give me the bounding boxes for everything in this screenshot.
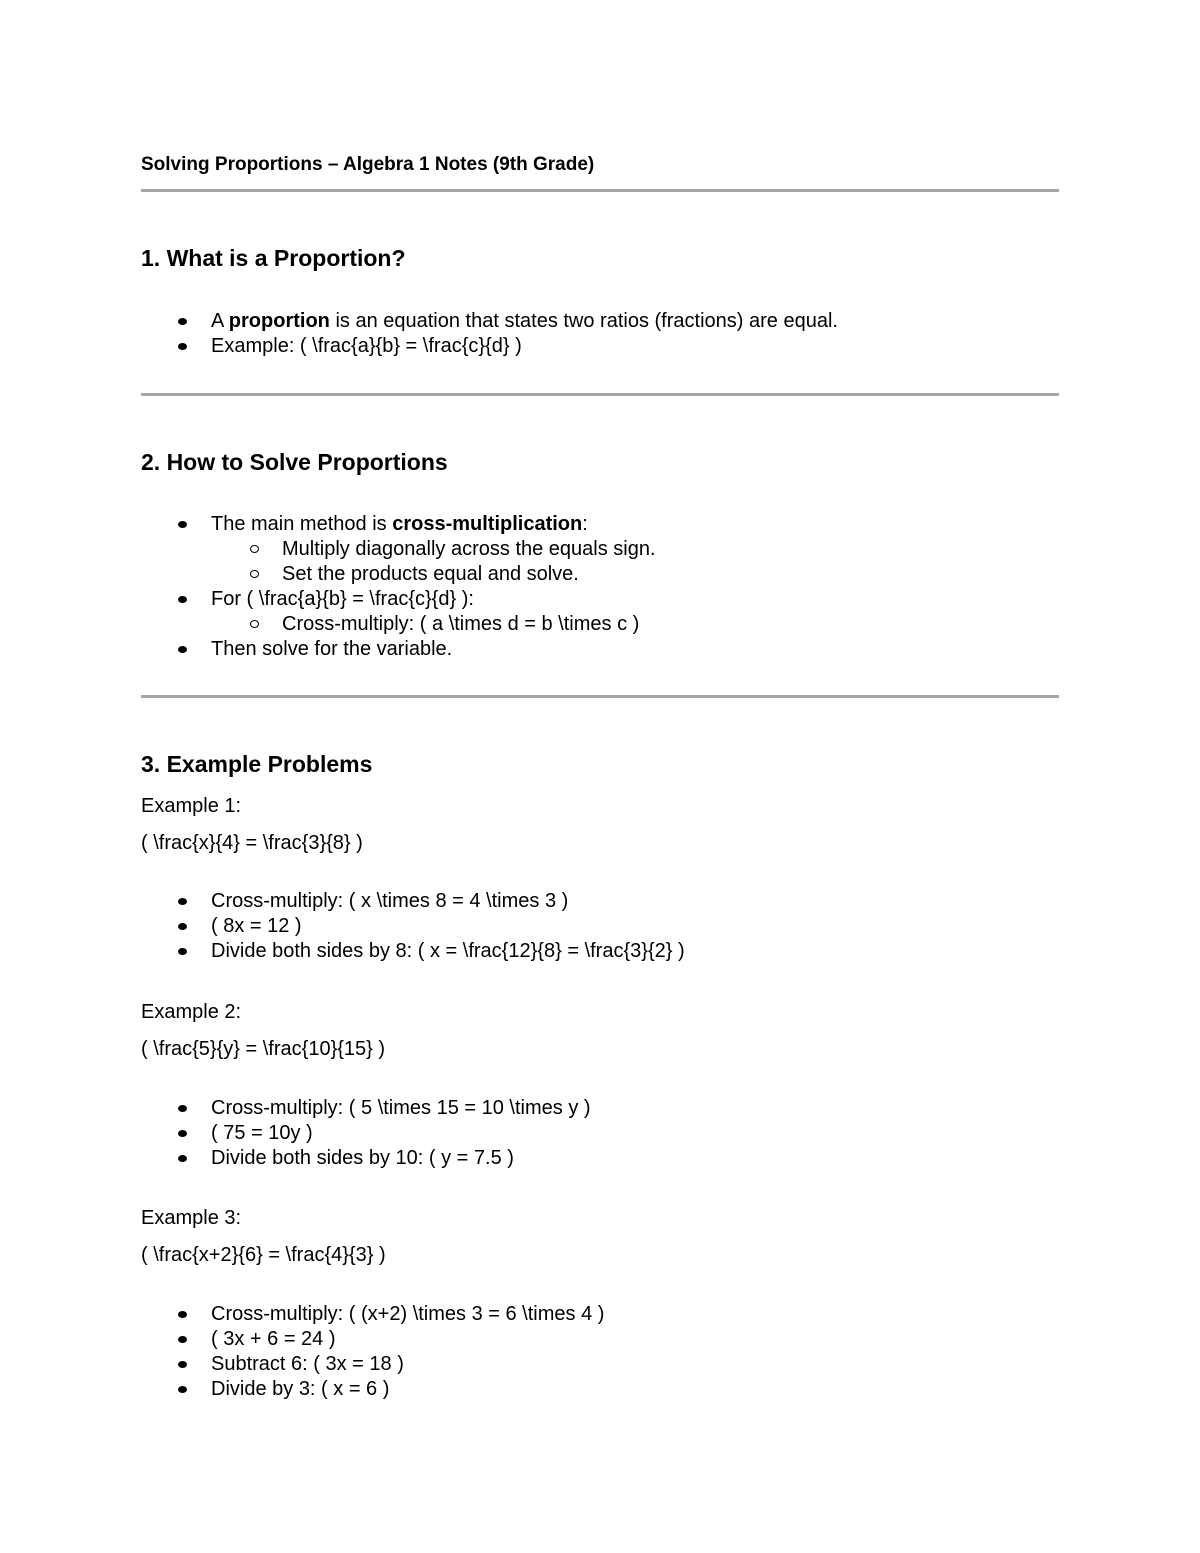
list-item: Divide both sides by 10: ( y = 7.5 ) [141, 1146, 591, 1171]
bullet-icon [178, 898, 187, 905]
horizontal-rule [141, 189, 1059, 192]
list-item: Then solve for the variable. [141, 637, 656, 662]
example-3-steps [141, 1302, 604, 1402]
bullet-icon [178, 923, 187, 930]
example-1-label: Example 1: [141, 795, 242, 817]
bullet-icon [178, 646, 187, 653]
example-2-equation: ( \frac{5}{y} = \frac{10}{15} ) [141, 1038, 386, 1060]
list-item: ( 8x = 12 ) [141, 914, 685, 939]
method-list [141, 512, 656, 662]
list-item: Subtract 6: ( 3x = 18 ) [141, 1352, 604, 1377]
horizontal-rule [141, 695, 1059, 698]
list-item: ( 75 = 10y ) [141, 1121, 591, 1146]
list-item: Divide by 3: ( x = 6 ) [141, 1377, 604, 1402]
example-1-steps [141, 889, 685, 964]
horizontal-rule [141, 393, 1059, 396]
example-3-label: Example 3: [141, 1207, 242, 1229]
list-item: ( 3x + 6 = 24 ) [141, 1327, 604, 1352]
example-3-equation: ( \frac{x+2}{6} = \frac{4}{3} ) [141, 1244, 386, 1266]
bold-term: proportion [228, 310, 330, 332]
bullet-icon [178, 1130, 187, 1137]
section-heading-what-is-proportion: 1. What is a Proportion? [141, 245, 406, 271]
section-heading-how-to-solve: 2. How to Solve Proportions [141, 449, 448, 475]
section-heading-example-problems: 3. Example Problems [141, 751, 373, 777]
bullet-icon [178, 1105, 187, 1112]
list-item: A proportion is an equation that states two ratios (fractions) are equal. [141, 309, 838, 334]
circle-bullet-icon [250, 620, 259, 628]
sub-list-item: Set the products equal and solve. [141, 562, 656, 587]
list-item: The main method is cross-multiplication: [141, 512, 656, 537]
list-item: Example: ( \frac{a}{b} = \frac{c}{d} ) [141, 334, 838, 359]
example-2-label: Example 2: [141, 1001, 242, 1023]
bullet-icon [178, 596, 187, 603]
bullet-icon [178, 948, 187, 955]
list-item: Cross-multiply: ( x \times 8 = 4 \times 3 ) [141, 889, 685, 914]
sub-list-item: Multiply diagonally across the equals sign. [141, 537, 656, 562]
bullet-icon [178, 318, 187, 325]
bullet-icon [178, 1386, 187, 1393]
bullet-icon [178, 343, 187, 350]
list-item: Divide both sides by 8: ( x = \frac{12}{8} = \frac{3}{2} ) [141, 939, 685, 964]
bullet-icon [178, 1336, 187, 1343]
circle-bullet-icon [250, 570, 259, 578]
example-2-steps [141, 1096, 591, 1171]
sub-list-item: Cross-multiply: ( a \times d = b \times c ) [141, 612, 656, 637]
list-item: For ( \frac{a}{b} = \frac{c}{d} ): [141, 587, 656, 612]
bold-term: cross-multiplication [392, 513, 583, 535]
list-item: Cross-multiply: ( 5 \times 15 = 10 \times y ) [141, 1096, 591, 1121]
bullet-icon [178, 1361, 187, 1368]
document-title: Solving Proportions – Algebra 1 Notes (9th Grade) [141, 154, 595, 175]
example-1-equation: ( \frac{x}{4} = \frac{3}{8} ) [141, 832, 363, 854]
definition-list [141, 309, 838, 359]
bullet-icon [178, 521, 187, 528]
list-item: Cross-multiply: ( (x+2) \times 3 = 6 \times 4 ) [141, 1302, 604, 1327]
bullet-icon [178, 1155, 187, 1162]
circle-bullet-icon [250, 545, 259, 553]
bullet-icon [178, 1311, 187, 1318]
